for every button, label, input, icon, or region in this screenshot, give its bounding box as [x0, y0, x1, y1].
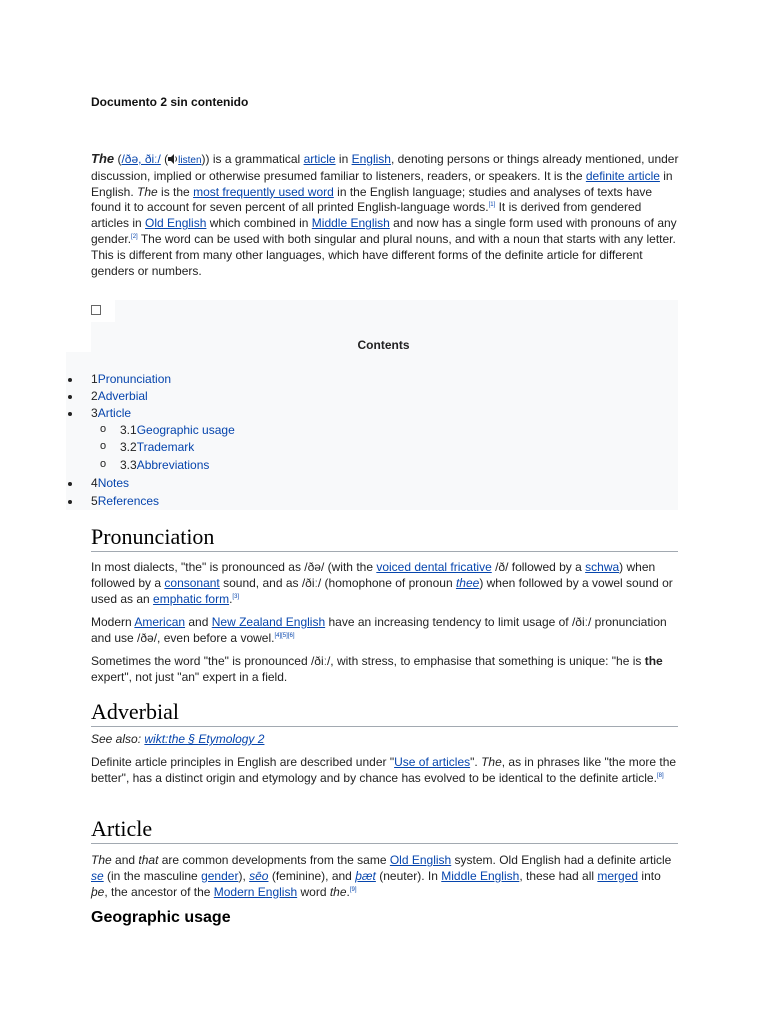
text: is the: [157, 184, 194, 199]
text: The: [481, 755, 502, 769]
text: which combined in: [206, 216, 312, 231]
section-heading-article: Article: [91, 816, 678, 844]
toc-link[interactable]: Notes: [97, 476, 130, 490]
middle-english-link[interactable]: Middle English: [311, 216, 390, 231]
wiktionary-link[interactable]: wikt:the § Etymology 2: [144, 732, 265, 746]
text: in: [335, 152, 352, 166]
reference-link[interactable]: [3]: [232, 593, 240, 600]
text: See also:: [91, 732, 145, 746]
toc-number: 3: [91, 406, 98, 420]
reference-link[interactable]: [4][5][6]: [274, 632, 295, 639]
text: .: [346, 884, 350, 899]
text: In most dialects, "the" is pronounced as /ðə/ (with the: [91, 560, 377, 574]
text: system. Old English had a definite article: [451, 853, 672, 867]
bullet-icon: [68, 412, 72, 416]
toc-number: 3.1: [120, 423, 137, 437]
text: The word can be used with both singular and plural nouns, and with a noun that starts with any letter. This is different from many other languages, which have different forms of the definite article for different genders or numbers.: [91, 231, 676, 278]
text: ),: [238, 868, 250, 883]
pronunciation-paragraph-3: [91, 654, 679, 686]
thee-link[interactable]: thee: [455, 575, 480, 590]
text: sound, and as /ðiː/ (homophone of pronoun: [219, 575, 456, 590]
ipa-link[interactable]: /ðə, ðiː/: [121, 152, 161, 166]
toc-link[interactable]: References: [97, 494, 160, 508]
text: )): [201, 152, 210, 166]
toc-number: 3.2: [120, 440, 137, 454]
modern-english-link[interactable]: Modern English: [213, 884, 298, 899]
text: have an increasing tendency to limit usage of /ðiː/ pronunciation and use /ðə/, even before a vowel.: [91, 615, 667, 645]
bullet-icon: [68, 500, 72, 504]
text: and now has a single form used with pronouns of any gender.: [91, 216, 677, 246]
old-english-link[interactable]: Old English: [145, 216, 207, 231]
toc-box: [66, 300, 678, 510]
toc-title: Contents: [357, 338, 410, 352]
text: expert", not just "an" expert in a field.: [91, 669, 288, 684]
toc-link[interactable]: Geographic usage: [136, 423, 235, 437]
headword: The: [91, 151, 115, 166]
middle-english-link[interactable]: Middle English: [441, 868, 520, 883]
article-link[interactable]: article: [303, 152, 336, 166]
pronunciation-paragraph-2: [91, 615, 679, 647]
text: word: [297, 884, 330, 899]
text: and: [185, 615, 212, 629]
se-link[interactable]: se: [91, 868, 104, 883]
section-heading-pronunciation: Pronunciation: [91, 524, 678, 552]
toc-number: 3.3: [120, 458, 137, 472]
reference-link[interactable]: [1]: [488, 202, 496, 209]
see-also-note: [91, 732, 679, 748]
text: (: [160, 152, 169, 166]
toc-item-notes[interactable]: [91, 476, 129, 490]
toc-item-pronunciation[interactable]: [91, 372, 171, 386]
toc-item-adverbial[interactable]: [91, 389, 148, 403]
toc-toggle-checkbox[interactable]: [91, 305, 101, 315]
text: (feminine), and: [268, 868, 356, 883]
toc-number: 1: [91, 372, 98, 386]
text: is a grammatical: [209, 152, 304, 166]
merged-link[interactable]: merged: [597, 868, 639, 883]
text: (: [114, 152, 122, 166]
bullet-icon: [68, 378, 72, 382]
toc-link[interactable]: Abbreviations: [136, 458, 210, 472]
old-english-link[interactable]: Old English: [389, 853, 452, 867]
text: into: [638, 868, 661, 883]
most-frequent-link[interactable]: most frequently used word: [193, 184, 334, 199]
text: and: [111, 853, 139, 867]
toc-item-geographic-usage[interactable]: [120, 423, 235, 437]
sub-bullet-icon: o: [100, 440, 107, 452]
text: (neuter). In: [375, 868, 442, 883]
text: (in the masculine: [103, 868, 202, 883]
text: that: [138, 853, 159, 867]
toc-number: 4: [91, 476, 98, 490]
english-link[interactable]: English: [351, 152, 391, 166]
text: , as in phrases like "the more the better", has a distinct origin and etymology and by chance has evolved to be identical to the definite article.: [91, 755, 677, 785]
text: ".: [470, 755, 482, 769]
toc-number: 5: [91, 494, 98, 508]
text: in the English language; studies and analyses of texts have found it to account for seven percent of all printed English-language words.: [91, 184, 653, 215]
reference-link[interactable]: [8]: [656, 772, 664, 779]
seo-link[interactable]: sēo: [249, 868, 269, 883]
baet-link[interactable]: þæt: [355, 868, 376, 883]
toc-item-article[interactable]: [91, 406, 131, 420]
new-zealand-english-link[interactable]: New Zealand English: [211, 615, 326, 629]
text: , these had all: [519, 868, 598, 883]
subsection-heading-geographic-usage: Geographic usage: [91, 909, 231, 926]
article-paragraph: [91, 853, 679, 900]
speaker-icon[interactable]: [168, 153, 178, 169]
sub-bullet-icon: o: [100, 458, 107, 470]
text: þe: [91, 884, 105, 899]
pronunciation-paragraph-1: [91, 560, 679, 607]
consonant-link[interactable]: consonant: [164, 575, 220, 590]
toc-item-references[interactable]: [91, 494, 159, 508]
adverbial-paragraph: [91, 755, 679, 787]
text: are common developments from the same: [158, 853, 390, 867]
listen-link[interactable]: listen: [178, 155, 202, 166]
text: ) when followed by a: [91, 560, 656, 590]
toc-link[interactable]: Adverbial: [97, 389, 148, 403]
intro-paragraph: [91, 151, 679, 279]
text: /ð/ followed by a: [491, 560, 586, 574]
bullet-icon: [68, 482, 72, 486]
text: Sometimes the word "the" is pronounced /ðiː/, with stress, to emphasise that something is unique: "he is: [91, 654, 645, 668]
text: It is derived from gendered articles in: [91, 200, 642, 231]
toc-link[interactable]: Pronunciation: [97, 372, 172, 386]
text: the: [644, 654, 663, 668]
text: , the ancestor of the: [104, 884, 214, 899]
sub-bullet-icon: o: [100, 423, 107, 435]
reference-link[interactable]: [9]: [349, 886, 357, 893]
toc-item-trademark[interactable]: [120, 440, 194, 454]
gender-link[interactable]: gender: [201, 868, 239, 883]
emphatic-form-link[interactable]: emphatic form: [153, 591, 230, 606]
toc-link[interactable]: Article: [97, 406, 132, 420]
toc-item-abbreviations[interactable]: [120, 458, 209, 472]
toc-number: 2: [91, 389, 98, 403]
american-link[interactable]: American: [134, 615, 186, 629]
document-title: Documento 2 sin contenido: [91, 95, 249, 109]
text: Definite article principles in English are described under ": [91, 755, 395, 769]
text: The: [91, 853, 112, 867]
text: the: [329, 884, 347, 899]
text: ) when followed by a vowel sound or used as an: [91, 575, 673, 606]
bullet-icon: [68, 395, 72, 399]
reference-link[interactable]: [2]: [131, 233, 138, 240]
toc-link[interactable]: Trademark: [136, 440, 195, 454]
text: , denoting persons or things already mentioned, under discussion, implied or otherwise presumed familiar to listeners, readers, or speakers. It is the: [91, 152, 679, 183]
text: in English.: [91, 168, 673, 199]
definite-article-link[interactable]: definite article: [585, 168, 660, 183]
use-of-articles-link[interactable]: Use of articles: [394, 755, 471, 769]
section-heading-adverbial: Adverbial: [91, 699, 678, 727]
voiced-dental-fricative-link[interactable]: voiced dental fricative: [376, 560, 492, 574]
text: Modern: [91, 615, 135, 629]
text: .: [229, 591, 233, 606]
schwa-link[interactable]: schwa: [585, 560, 620, 574]
text: The: [137, 184, 158, 199]
